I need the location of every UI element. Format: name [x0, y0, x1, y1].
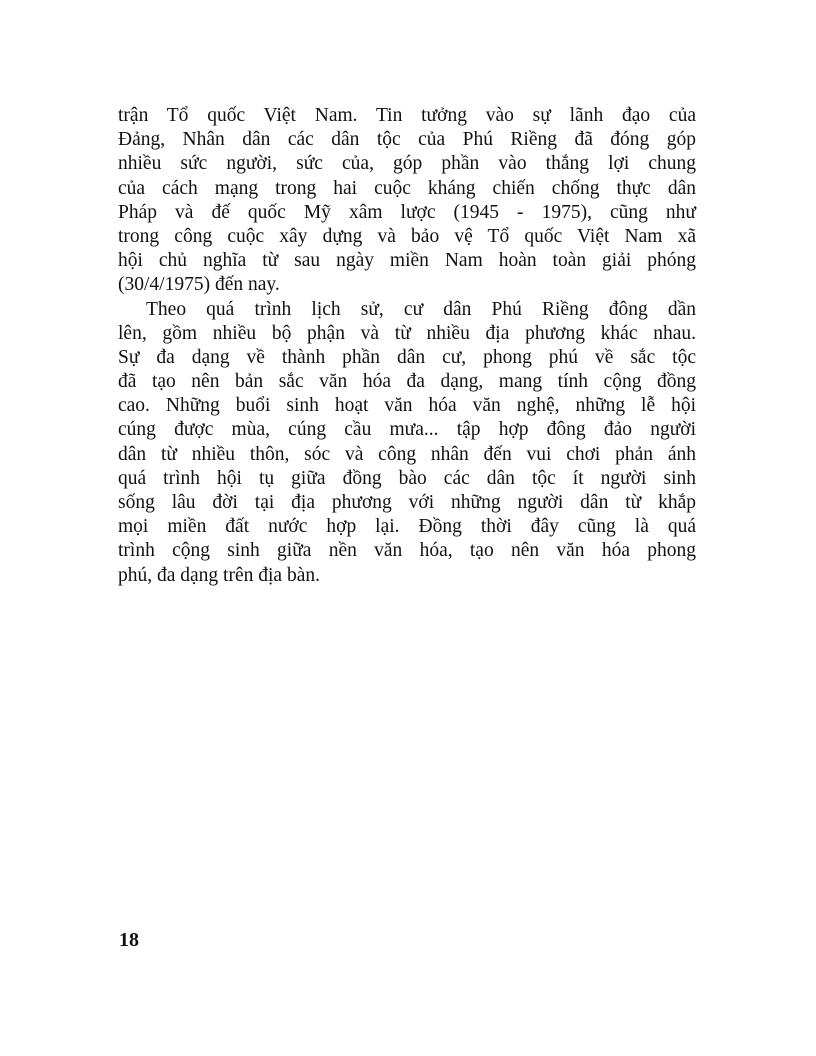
text-line: Đảng, Nhân dân các dân tộc của Phú Riềng đã đóng góp — [118, 129, 696, 151]
text-line: của cách mạng trong hai cuộc kháng chiến chống thực dân — [118, 177, 696, 199]
body-text — [118, 104, 696, 588]
text-line: dân từ nhiều thôn, sóc và công nhân đến vui chơi phản ánh — [118, 443, 696, 465]
text-line: nhiều sức người, sức của, góp phần vào thắng lợi chung — [118, 153, 696, 175]
text-line: lên, gồm nhiều bộ phận và từ nhiều địa phương khác nhau. — [118, 322, 696, 344]
text-line: hội chủ nghĩa từ sau ngày miền Nam hoàn toàn giải phóng — [118, 250, 696, 272]
text-line: quá trình hội tụ giữa đồng bào các dân tộc ít người sinh — [118, 467, 696, 489]
text-line: trong công cuộc xây dựng và bảo vệ Tổ quốc Việt Nam xã — [118, 225, 696, 247]
page-number: 18 — [119, 929, 139, 951]
text-line: (30/4/1975) đến nay. — [118, 274, 280, 296]
text-line: trận Tổ quốc Việt Nam. Tin tưởng vào sự lãnh đạo của — [118, 105, 696, 126]
text-line: trình cộng sinh giữa nền văn hóa, tạo nên văn hóa phong — [118, 540, 696, 562]
text-line: Pháp và đế quốc Mỹ xâm lược (1945 - 1975), cũng như — [118, 201, 696, 223]
text-line: cao. Những buổi sinh hoạt văn hóa văn nghệ, những lễ hội — [118, 395, 696, 417]
text-line: cúng được mùa, cúng cầu mưa... tập hợp đông đảo người — [118, 419, 696, 441]
text-line: đã tạo nên bản sắc văn hóa đa dạng, mang tính cộng đồng — [118, 371, 696, 393]
text-line: Sự đa dạng về thành phần dân cư, phong phú về sắc tộc — [118, 346, 696, 368]
text-line: phú, đa dạng trên địa bàn. — [118, 564, 320, 586]
text-line: sống lâu đời tại địa phương với những người dân từ khắp — [118, 492, 696, 513]
text-line: mọi miền đất nước hợp lại. Đồng thời đây cũng là quá — [118, 516, 696, 538]
paragraph-first-line: Theo quá trình lịch sử, cư dân Phú Riềng đông dần — [146, 298, 696, 320]
